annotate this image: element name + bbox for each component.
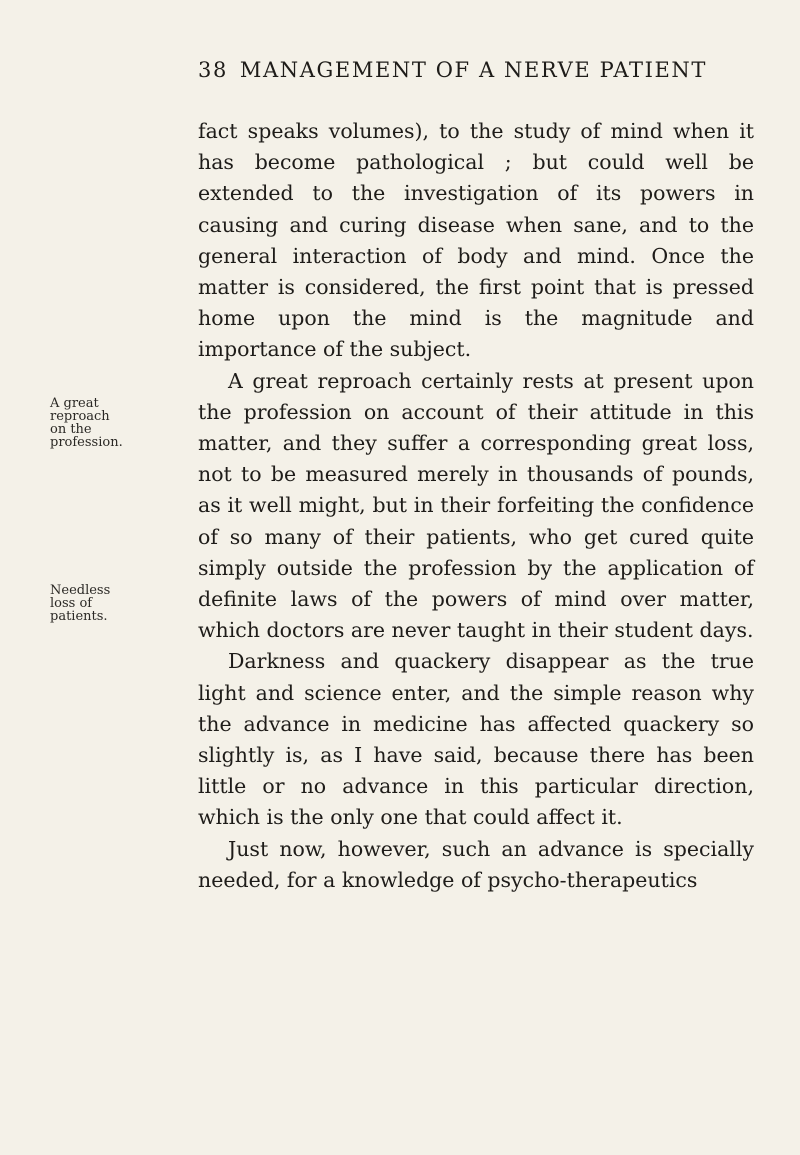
paragraph: Darkness and quackery disappear as the true light and science enter, and the simple reason why the advance in medicine has affected quackery so slightly is, as I have said, because there has been little or no advance in this particular direction, which is the only one that could affect it. [198, 649, 754, 830]
paragraph: Just now, however, such an advance is specially needed, for a knowledge of psycho-therapeutics [198, 836, 754, 892]
margin-note-line: profession. [50, 435, 123, 450]
margin-note-needless-loss [50, 584, 190, 623]
margin-note-line: loss of [50, 596, 93, 611]
margin-note-great-reproach [50, 397, 190, 449]
page-number: 38 [198, 58, 228, 82]
paragraph: fact speaks volumes), to the study of mind when it has become pathological ; but could well be extended to the investigation of its powers in causing and curing disease when sane, and to the general interaction of body and mind. Once the matter is considered, the first point that is pressed home upon the mind is the magnitude and importance of the subject. [198, 119, 754, 362]
running-title: MANAGEMENT OF A NERVE PATIENT [239, 58, 707, 82]
running-header [198, 58, 758, 82]
margin-note-line: A great [50, 396, 99, 411]
paragraph: A great reproach certainly rests at present upon the profession on account of their attitude in this matter, and they suffer a corresponding great loss, not to be measured merely in thousands of pounds, as it well might, but in their forfeiting the confidence of so many of their patients, who get cured quite simply outside the profession by the application of definite laws of the powers of mind over matter, which doctors are never taught in their student days. [198, 368, 754, 643]
margin-note-line: reproach [50, 409, 110, 424]
margin-note-line: patients. [50, 609, 108, 624]
body-text [198, 116, 754, 896]
margin-note-line: on the [50, 422, 92, 437]
margin-note-line: Needless [50, 583, 111, 598]
